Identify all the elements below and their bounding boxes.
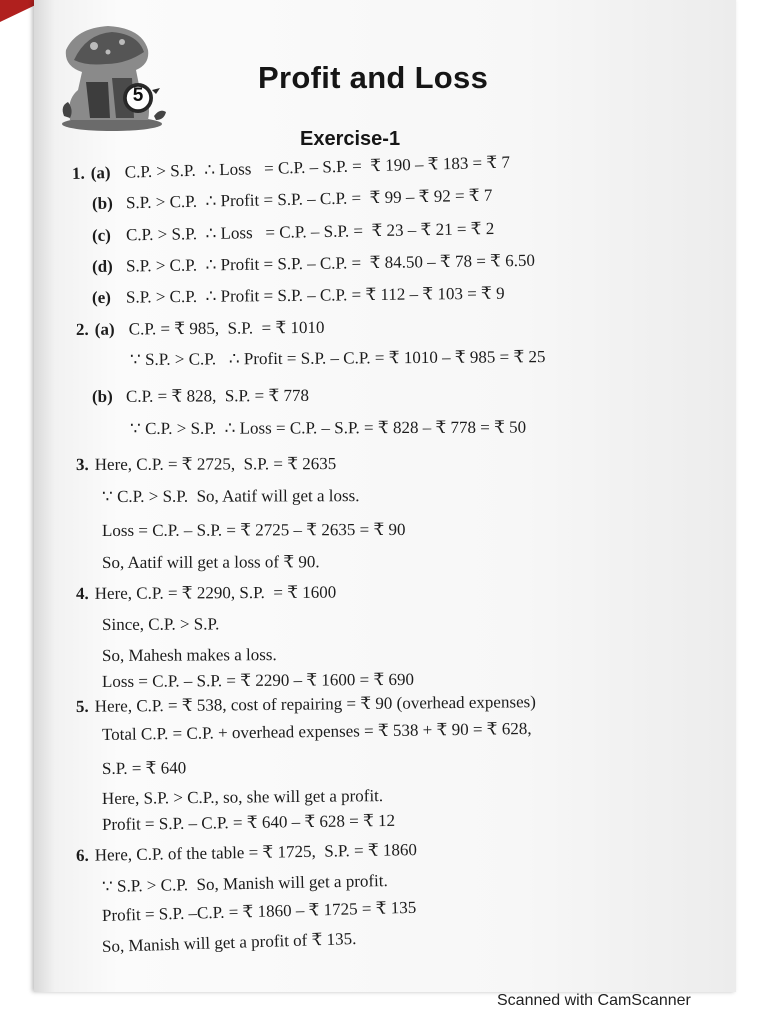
- solution-text: Since, C.P. > S.P.: [101, 614, 220, 634]
- solution-text: C.P. > S.P. ∴ Loss = C.P. – S.P. = ₹ 190 – ₹ 183 = ₹ 7: [124, 152, 511, 182]
- solution-text: Here, S.P. > C.P., so, she will get a profit.: [101, 786, 384, 808]
- solution-text: ∵ S.P. > C.P. So, Manish will get a profit.: [101, 871, 388, 896]
- solution-line: [102, 670, 414, 692]
- sub-part-label: (a): [90, 162, 111, 183]
- chapter-mushroom-house-icon: [56, 20, 176, 132]
- solution-line: [92, 386, 309, 407]
- sub-part-label: (c): [91, 225, 112, 245]
- solution-line: [76, 454, 336, 475]
- sub-part-label: (a): [94, 319, 115, 339]
- solution-line: [102, 645, 277, 666]
- solution-text: C.P. = ₹ 985, S.P. = ₹ 1010: [128, 317, 325, 339]
- solution-text: S.P. > C.P. ∴ Profit = S.P. – C.P. = ₹ 112 – ₹ 103 = ₹ 9: [125, 283, 505, 307]
- solution-line: [102, 758, 186, 779]
- solution-line: [130, 347, 546, 370]
- sub-part-label: (e): [91, 287, 111, 307]
- sub-part-label: (d): [91, 256, 113, 276]
- sub-part-label: (b): [91, 193, 113, 213]
- solution-text: Here, C.P. of the table = ₹ 1725, S.P. = ₹ 1860: [94, 840, 418, 865]
- solution-text: S.P. > C.P. ∴ Profit = S.P. – C.P. = ₹ 84.50 – ₹ 78 = ₹ 6.50: [125, 250, 536, 276]
- chapter-title: Profit and Loss: [258, 60, 489, 95]
- question-number: 6.: [75, 845, 89, 865]
- solution-text: ∵ C.P. > S.P. So, Aatif will get a loss.: [101, 486, 360, 506]
- solution-line: [102, 552, 320, 573]
- solution-text: Profit = S.P. – C.P. = ₹ 640 – ₹ 628 = ₹ 12: [101, 810, 396, 834]
- solution-line: [102, 486, 360, 507]
- solution-text: Loss = C.P. – S.P. = ₹ 2290 – ₹ 1600 = ₹ 690: [101, 669, 415, 691]
- solution-line: [102, 614, 219, 635]
- solution-line: [102, 520, 406, 541]
- sub-part-label: (b): [91, 386, 113, 406]
- solution-text: ∵ C.P. > S.P. ∴ Loss = C.P. – S.P. = ₹ 828 – ₹ 778 = ₹ 50: [129, 417, 527, 438]
- question-number: 1.: [71, 163, 85, 183]
- solution-text: C.P. > S.P. ∴ Loss = C.P. – S.P. = ₹ 23 – ₹ 21 = ₹ 2: [125, 218, 495, 245]
- chapter-number: 5: [132, 85, 144, 106]
- solution-line: [76, 583, 336, 604]
- question-number: 4.: [75, 583, 89, 603]
- solution-text: So, Manish will get a profit of ₹ 135.: [101, 929, 357, 956]
- solution-line: [76, 318, 325, 340]
- question-number: 3.: [75, 454, 89, 474]
- solution-line: [130, 418, 526, 439]
- camscanner-watermark: Scanned with CamScanner: [497, 992, 691, 1009]
- solution-line: [102, 811, 395, 835]
- solution-text: So, Aatif will get a loss of ₹ 90.: [101, 552, 320, 572]
- solution-text: Loss = C.P. – S.P. = ₹ 2725 – ₹ 2635 = ₹ 90: [101, 519, 406, 540]
- solution-text: Here, C.P. = ₹ 2290, S.P. = ₹ 1600: [94, 582, 337, 603]
- solution-text: S.P. = ₹ 640: [101, 758, 187, 778]
- solution-text: S.P. > C.P. ∴ Profit = S.P. – C.P. = ₹ 99 – ₹ 92 = ₹ 7: [125, 185, 493, 213]
- solution-text: Here, C.P. = ₹ 2725, S.P. = ₹ 2635: [94, 454, 337, 474]
- solution-text: Profit = S.P. –C.P. = ₹ 1860 – ₹ 1725 = ₹ 135: [101, 897, 417, 925]
- solution-text: ∵ S.P. > C.P. ∴ Profit = S.P. – C.P. = ₹ 1010 – ₹ 985 = ₹ 25: [129, 347, 546, 369]
- solution-text: Total C.P. = C.P. + overhead expenses = ₹ 538 + ₹ 90 = ₹ 628,: [101, 719, 532, 744]
- exercise-title: Exercise-1: [300, 128, 401, 150]
- solution-line: [102, 786, 383, 809]
- solution-text: C.P. = ₹ 828, S.P. = ₹ 778: [125, 385, 310, 406]
- solution-text: Here, C.P. = ₹ 538, cost of repairing = ₹ 90 (overhead expenses): [94, 692, 536, 716]
- question-number: 2.: [75, 319, 89, 339]
- solution-text: So, Mahesh makes a loss.: [101, 645, 277, 665]
- question-number: 5.: [75, 696, 89, 716]
